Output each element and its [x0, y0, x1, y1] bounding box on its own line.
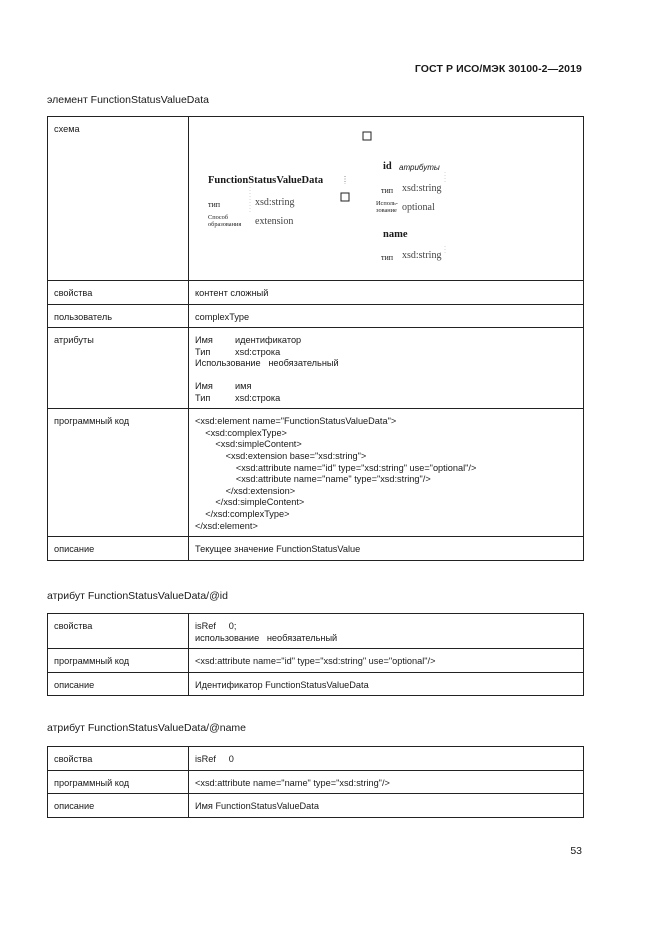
- diagram-attr1-type-value: xsd:string: [402, 183, 442, 194]
- attr1-use-value: необязательный: [268, 358, 339, 369]
- name-code-label: программный код: [48, 770, 189, 794]
- user-label: пользователь: [48, 304, 189, 328]
- description-row: [48, 537, 584, 561]
- code-line: </xsd:simpleContent>: [195, 497, 305, 508]
- name-properties-value: [189, 747, 584, 771]
- properties-row: [48, 281, 584, 305]
- id-section-title: атрибут FunctionStatusValueData/@id: [47, 590, 228, 602]
- name-attribute-table: [47, 746, 584, 818]
- attr1-name-label: Имя: [195, 335, 213, 346]
- name-description-value: Имя FunctionStatusValueData: [189, 794, 584, 818]
- id-attribute-table: [47, 613, 584, 696]
- properties-label: свойства: [48, 281, 189, 305]
- attr2-type-label: Тип: [195, 392, 211, 403]
- code-line: <xsd:attribute name="name" type="xsd:string"/>: [195, 474, 431, 485]
- id-use-value: необязательный: [266, 632, 338, 643]
- attr2-type-line: [195, 393, 577, 405]
- id-isref-label: isRef: [195, 621, 216, 631]
- name-code-row: [48, 770, 584, 794]
- name-isref-value: 0: [228, 754, 234, 764]
- attr1-use-line: [195, 358, 577, 370]
- attr2-name-value: имя: [235, 380, 252, 391]
- diagram-attributes-caption: атрибуты: [399, 163, 440, 172]
- code-line: </xsd:element>: [195, 520, 258, 531]
- attr2-name-line: [195, 381, 577, 393]
- id-code-label: программный код: [48, 649, 189, 673]
- document-header: ГОСТ Р ИСО/МЭК 30100-2—2019: [414, 63, 582, 75]
- diagram-attr2-name: name: [383, 229, 408, 240]
- id-description-label: описание: [48, 672, 189, 696]
- user-value: complexType: [189, 304, 584, 328]
- attr1-type-value: xsd:строка: [235, 346, 281, 357]
- name-section-title: атрибут FunctionStatusValueData/@name: [47, 722, 247, 734]
- user-row: [48, 304, 584, 328]
- id-properties-value: [189, 614, 584, 649]
- attr1-use-label: Использование: [195, 358, 261, 369]
- diagram-attr1-name: id: [383, 161, 392, 172]
- attributes-value: [189, 328, 584, 409]
- code-label: программный код: [48, 409, 189, 537]
- diagram-attr1-use-label: Исполь-зование: [376, 200, 398, 214]
- code-line: <xsd:simpleContent>: [195, 439, 302, 450]
- element-table: [47, 116, 584, 561]
- code-line: <xsd:attribute name="id" type="xsd:string" use="optional"/>: [195, 462, 477, 473]
- extension-box-icon: [341, 193, 349, 201]
- description-value: Текущее значение FunctionStatusValue: [189, 537, 584, 561]
- diagram-derivation-value: extension: [255, 216, 294, 227]
- name-isref-label: isRef: [195, 754, 216, 764]
- code-row: [48, 409, 584, 537]
- attributes-group-icon: [363, 132, 371, 140]
- attr1-name-line: [195, 335, 577, 347]
- properties-value: контент сложный: [189, 281, 584, 305]
- attributes-label: атрибуты: [48, 328, 189, 409]
- id-description-value: Идентификатор FunctionStatusValueData: [189, 672, 584, 696]
- code-line: <xsd:complexType>: [195, 427, 287, 438]
- code-line: <xsd:element name="FunctionStatusValueData">: [195, 416, 397, 427]
- id-use-label: использование: [195, 632, 260, 643]
- diagram-type-label: тип: [208, 200, 221, 209]
- attr1-type-line: [195, 347, 577, 359]
- page-number: 53: [570, 845, 582, 857]
- id-properties-row: [48, 614, 584, 649]
- name-description-row: [48, 794, 584, 818]
- diagram-element-name: FunctionStatusValueData: [208, 175, 324, 186]
- attr2-type-value: xsd:строка: [235, 392, 281, 403]
- diagram-type-value: xsd:string: [255, 197, 295, 208]
- id-code-value: <xsd:attribute name="id" type="xsd:string" use="optional"/>: [189, 649, 584, 673]
- diagram-attr2-type-value: xsd:string: [402, 250, 442, 261]
- description-label: описание: [48, 537, 189, 561]
- schema-cell: [189, 117, 584, 281]
- element-section-title: элемент FunctionStatusValueData: [47, 94, 209, 106]
- attr1-type-label: Тип: [195, 346, 211, 357]
- name-code-value: <xsd:attribute name="name" type="xsd:string"/>: [189, 770, 584, 794]
- diagram-attr2-type-label: тип: [381, 253, 394, 262]
- diagram-derivation-label: Способ образования: [208, 214, 242, 228]
- id-description-row: [48, 672, 584, 696]
- diagram-attr1-use-value: optional: [402, 202, 435, 213]
- schema-label: схема: [48, 117, 189, 281]
- id-properties-label: свойства: [48, 614, 189, 649]
- code-value: [189, 409, 584, 537]
- id-isref-value: 0;: [228, 621, 237, 631]
- name-properties-row: [48, 747, 584, 771]
- attr2-name-label: Имя: [195, 380, 213, 391]
- schema-diagram: [195, 124, 577, 274]
- diagram-attr1-type-label: тип: [381, 186, 394, 195]
- attr1-name-value: идентификатор: [235, 335, 302, 346]
- id-code-row: [48, 649, 584, 673]
- code-line: </xsd:extension>: [195, 485, 296, 496]
- schema-row: [48, 117, 584, 281]
- code-line: </xsd:complexType>: [195, 508, 290, 519]
- name-properties-label: свойства: [48, 747, 189, 771]
- code-line: <xsd:extension base="xsd:string">: [195, 450, 367, 461]
- attributes-row: [48, 328, 584, 409]
- name-description-label: описание: [48, 794, 189, 818]
